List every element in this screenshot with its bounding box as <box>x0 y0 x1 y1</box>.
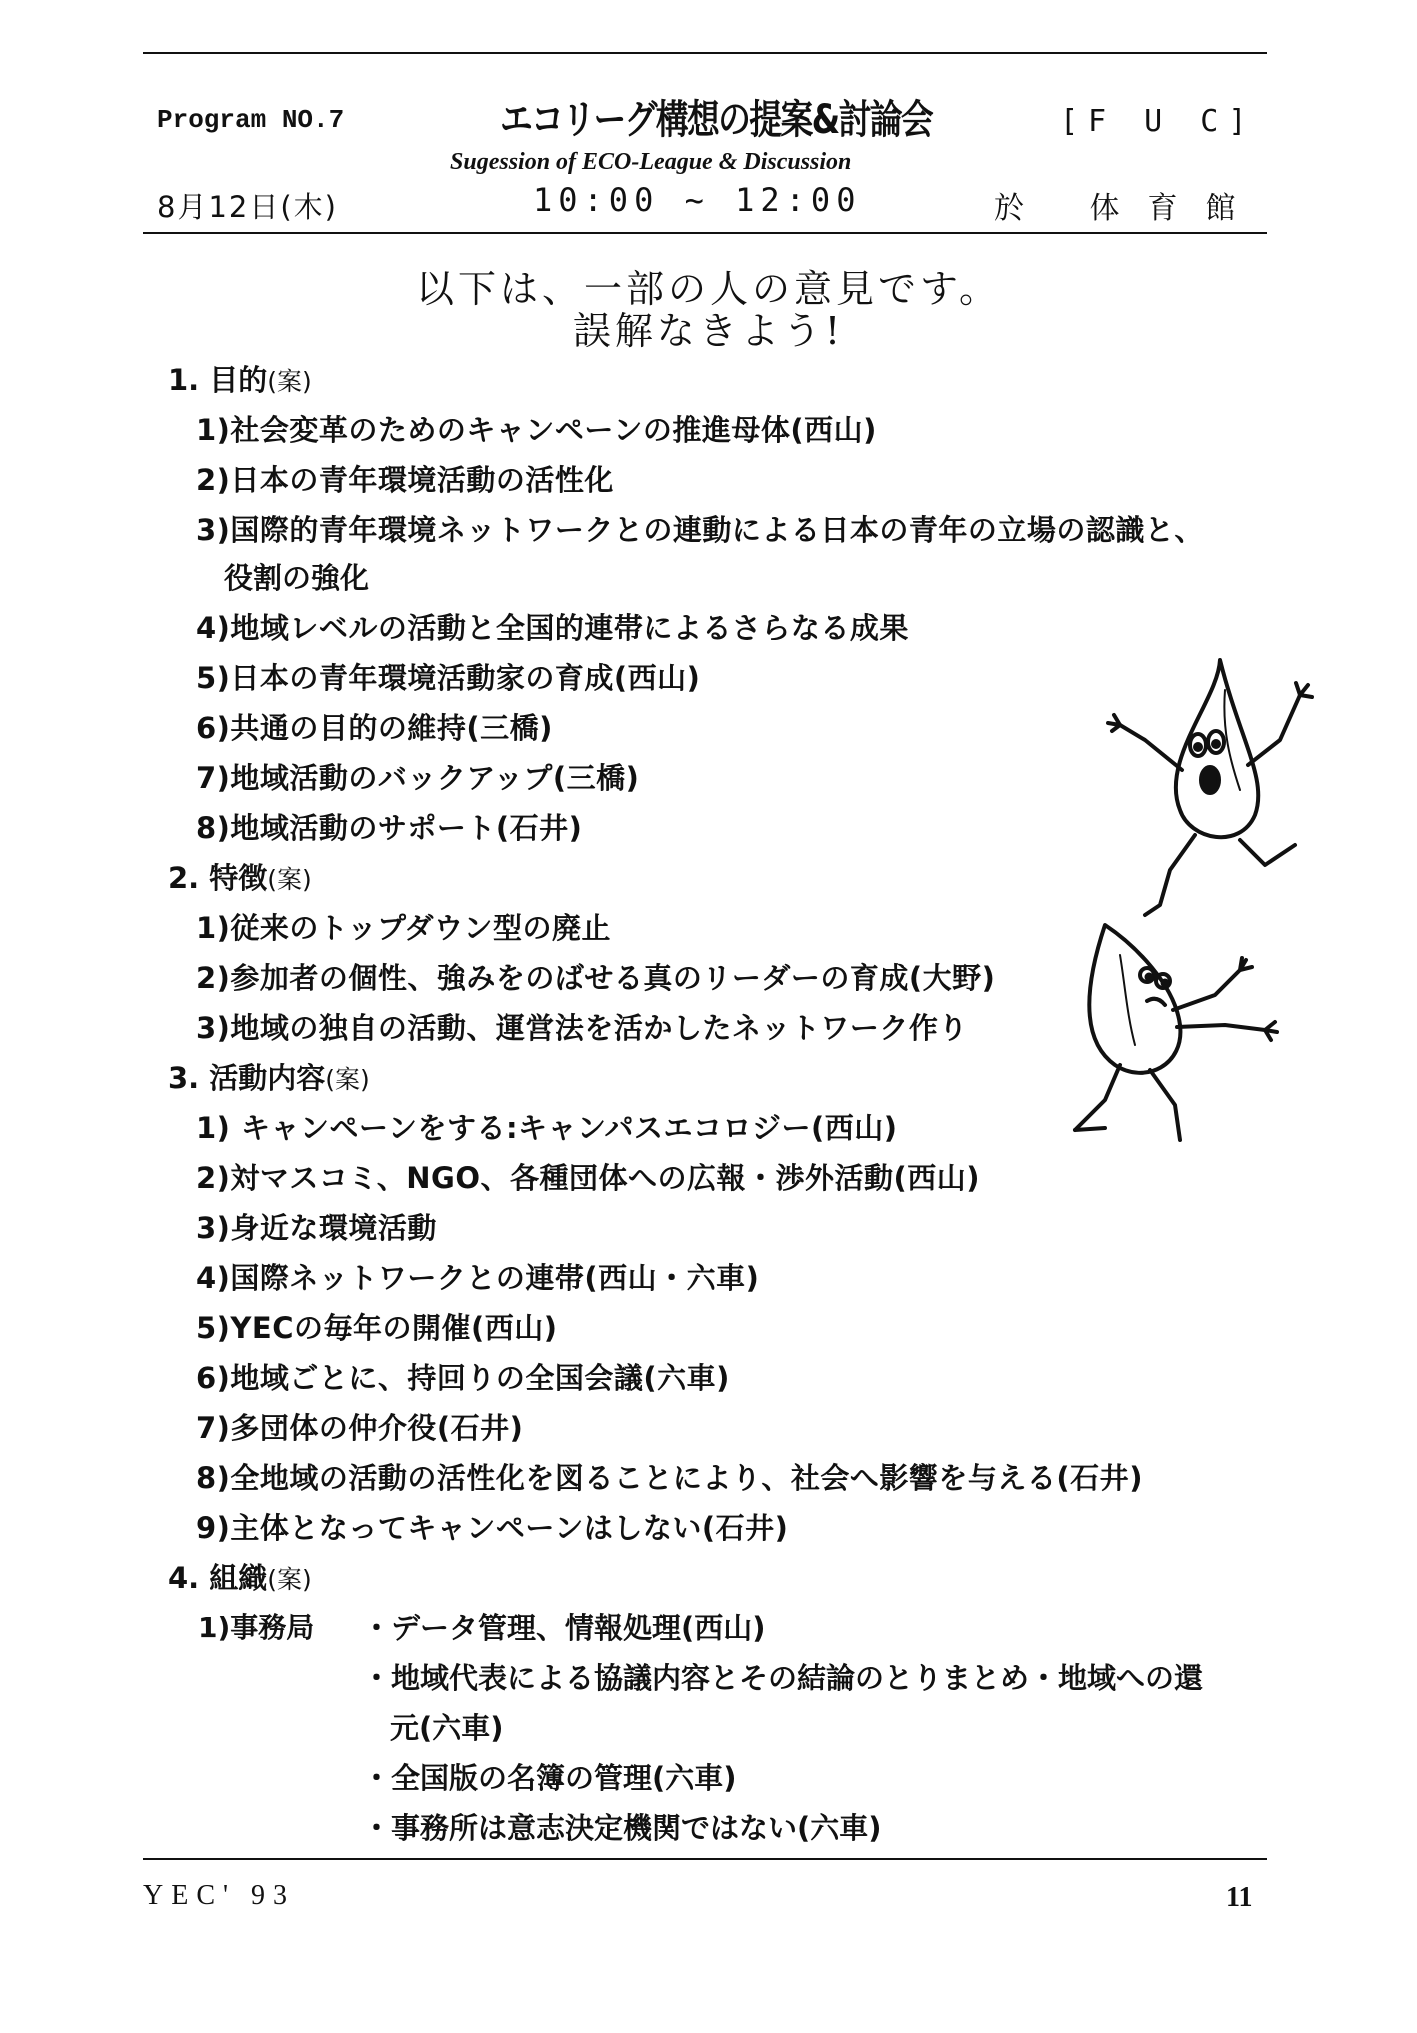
notice-line-1: 以下は、一部の人の意見です。 <box>416 267 1001 311</box>
list-item: 3)地域の独自の活動、運営法を活かしたネットワーク作り <box>196 1011 968 1045</box>
section-heading-organization: 4. 組織(案) <box>168 1561 312 1595</box>
list-item: 4)地域レベルの活動と全国的連帯によるさらなる成果 <box>196 611 909 645</box>
section-heading-purpose: 1. 目的(案) <box>168 363 312 397</box>
list-item: 7)多団体の仲介役(石井) <box>196 1411 524 1445</box>
venue-prefix: 於 <box>994 191 1052 226</box>
list-item: 8)全地域の活動の活性化を図ることにより、社会へ影響を与える(石井) <box>196 1461 1143 1495</box>
page-title: エコリーグ構想の提案&討論会 <box>500 97 933 143</box>
section-note: (案) <box>267 865 312 894</box>
list-item: 6)共通の目的の維持(三橋) <box>196 711 553 745</box>
list-item: 3)国際的青年環境ネットワークとの連動による日本の青年の立場の認識と、 <box>196 513 1204 547</box>
list-item: 1)従来のトップダウン型の廃止 <box>196 911 612 945</box>
water-drop-mascot-1 <box>1090 650 1340 930</box>
footer-label: YEC' 93 <box>143 1880 296 1911</box>
event-time: 10:00 ~ 12:00 <box>533 181 862 219</box>
section-note: (案) <box>267 1565 312 1594</box>
page-number: 11 <box>1226 1882 1253 1913</box>
list-item-continuation: 役割の強化 <box>224 561 370 595</box>
water-drop-mascot-2 <box>1065 915 1295 1155</box>
bullet-item: ・全国版の名簿の管理(六車) <box>362 1761 737 1795</box>
list-item: 9)主体となってキャンペーンはしない(石井) <box>196 1511 789 1545</box>
bullet-item-continuation: 元(六車) <box>390 1711 504 1745</box>
bullet-item: ・地域代表による協議内容とその結論のとりまとめ・地域への還 <box>362 1661 1204 1695</box>
header-rule <box>143 232 1267 234</box>
list-item: 5)YECの毎年の開催(西山) <box>196 1311 558 1345</box>
list-item: 2)対マスコミ、NGO、各種団体への広報・渉外活動(西山) <box>196 1161 981 1195</box>
list-item: 7)地域活動のバックアップ(三橋) <box>196 761 640 795</box>
group-label: [F U C] <box>1060 104 1257 139</box>
section-heading-features: 2. 特徴(案) <box>168 861 312 895</box>
list-item: 2)日本の青年環境活動の活性化 <box>196 463 614 497</box>
section-note: (案) <box>325 1065 370 1094</box>
list-item: 8)地域活動のサポート(石井) <box>196 811 583 845</box>
event-venue <box>994 183 1264 227</box>
section-heading-activities: 3. 活動内容(案) <box>168 1061 370 1095</box>
bullet-item: ・データ管理、情報処理(西山) <box>362 1611 766 1645</box>
event-date: 8月12日(木) <box>157 190 338 224</box>
venue-name: 体育館 <box>1089 191 1264 226</box>
notice-line-2: 誤解なきよう! <box>572 309 845 353</box>
top-rule <box>143 52 1267 54</box>
list-item: 1)社会変革のためのキャンペーンの推進母体(西山) <box>196 413 877 447</box>
list-item: 1) キャンペーンをする:キャンパスエコロジー(西山) <box>196 1111 898 1145</box>
page-subtitle: Sugession of ECO-League & Discussion <box>450 149 852 175</box>
program-number: Program NO.7 <box>157 105 345 135</box>
list-item: 3)身近な環境活動 <box>196 1211 437 1245</box>
office-label: 1)事務局 <box>198 1611 315 1644</box>
footer-rule <box>143 1858 1267 1860</box>
list-item: 4)国際ネットワークとの連帯(西山・六車) <box>196 1261 760 1295</box>
list-item: 6)地域ごとに、持回りの全国会議(六車) <box>196 1361 730 1395</box>
list-item: 2)参加者の個性、強みをのばせる真のリーダーの育成(大野) <box>196 961 996 995</box>
section-note: (案) <box>267 367 312 396</box>
list-item: 5)日本の青年環境活動家の育成(西山) <box>196 661 701 695</box>
bullet-item: ・事務所は意志決定機関ではない(六車) <box>362 1811 882 1845</box>
